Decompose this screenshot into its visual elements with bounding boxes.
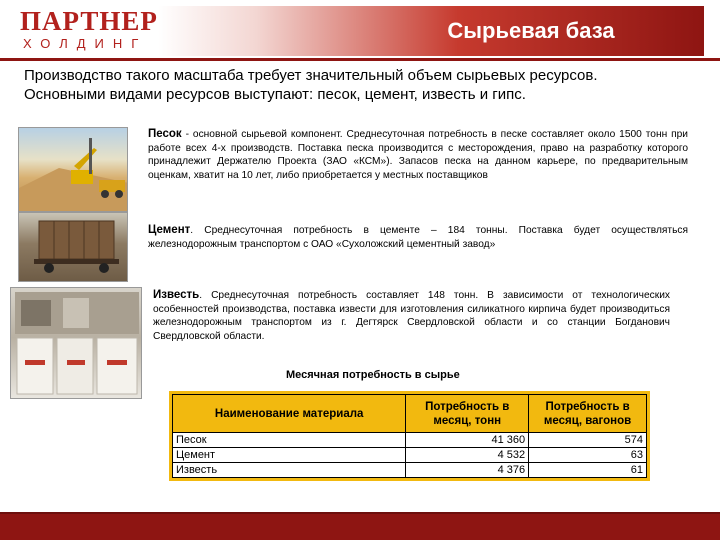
header-tons: Потребность в месяц, тонн [406, 395, 529, 433]
table-row [173, 433, 647, 448]
header [0, 0, 720, 62]
cell-wagons: 574 [529, 433, 647, 448]
tiny-mark: . [668, 52, 670, 59]
cement-description [148, 224, 688, 251]
requirements-table [172, 394, 647, 478]
table-header-row [173, 395, 647, 433]
cell-wagons: 63 [529, 448, 647, 463]
header-wagons: Потребность в месяц, вагонов [529, 395, 647, 433]
cell-material: Известь [173, 463, 406, 478]
page-title: Сырьевая база [447, 18, 615, 43]
logo-bottom-text: ХОЛДИНГ [23, 36, 148, 51]
cell-material: Цемент [173, 448, 406, 463]
table-title: Месячная потребность в сырье [286, 369, 460, 381]
cement-lead: Цемент [148, 224, 191, 236]
cell-material: Песок [173, 433, 406, 448]
lime-description [153, 289, 670, 343]
lime-bags-icon [11, 288, 142, 399]
header-divider [0, 58, 720, 61]
sand-lead: Песок [148, 128, 182, 140]
rail-wagon-icon [19, 213, 128, 282]
header-material: Наименование материала [173, 395, 406, 433]
sand-description [148, 128, 688, 182]
lime-text: . Среднесуточная потребность составляет 148 тонн. В зависимости от технологических особенностей производства, поставка извести для изготовления силикатного кирпича будет производиться железнодорожным транспортом из г. Дегтярск Свердловской области и со станции Богданович Свердловской области. [153, 290, 670, 342]
sand-quarry-photo [18, 127, 128, 212]
logo-top-text: ПАРТНЕР [20, 6, 158, 36]
company-logo [14, 4, 158, 54]
cell-tons: 4 532 [406, 448, 529, 463]
cell-wagons: 61 [529, 463, 647, 478]
sand-text: - основной сырьевой компонент. Среднесуточная потребность в песке составляет около 1500 тонн при работе всех 4-х производств. Поставка песка производится с месторождения, право на разработку которого принадлежит Держателю Проекта (ЗАО «КСМ»). Запасов песка на данном карьере, по предварительным оценкам, хватит на 10 лет, либо приобретается у местных поставщиков [148, 129, 688, 181]
table-row [173, 463, 647, 478]
intro-line-2: Основными видами ресурсов выступают: песок, цемент, известь и гипс. [24, 86, 526, 103]
footer-bar [0, 512, 720, 540]
lime-lead: Известь [153, 289, 200, 301]
lime-bags-photo [10, 287, 142, 399]
table-row [173, 448, 647, 463]
intro-paragraph [24, 66, 714, 104]
cell-tons: 41 360 [406, 433, 529, 448]
intro-line-1: Производство такого масштаба требует значительный объем сырьевых ресурсов. [24, 67, 598, 84]
title-bar [158, 6, 704, 59]
cement-text: . Среднесуточная потребность в цементе – 184 тонны. Поставка будет осуществляться железнодорожным транспортом с ОАО «Сухоложский цементный завод» [148, 225, 688, 250]
cell-tons: 4 376 [406, 463, 529, 478]
cement-wagon-photo [18, 212, 128, 282]
excavator-icon [19, 128, 128, 212]
